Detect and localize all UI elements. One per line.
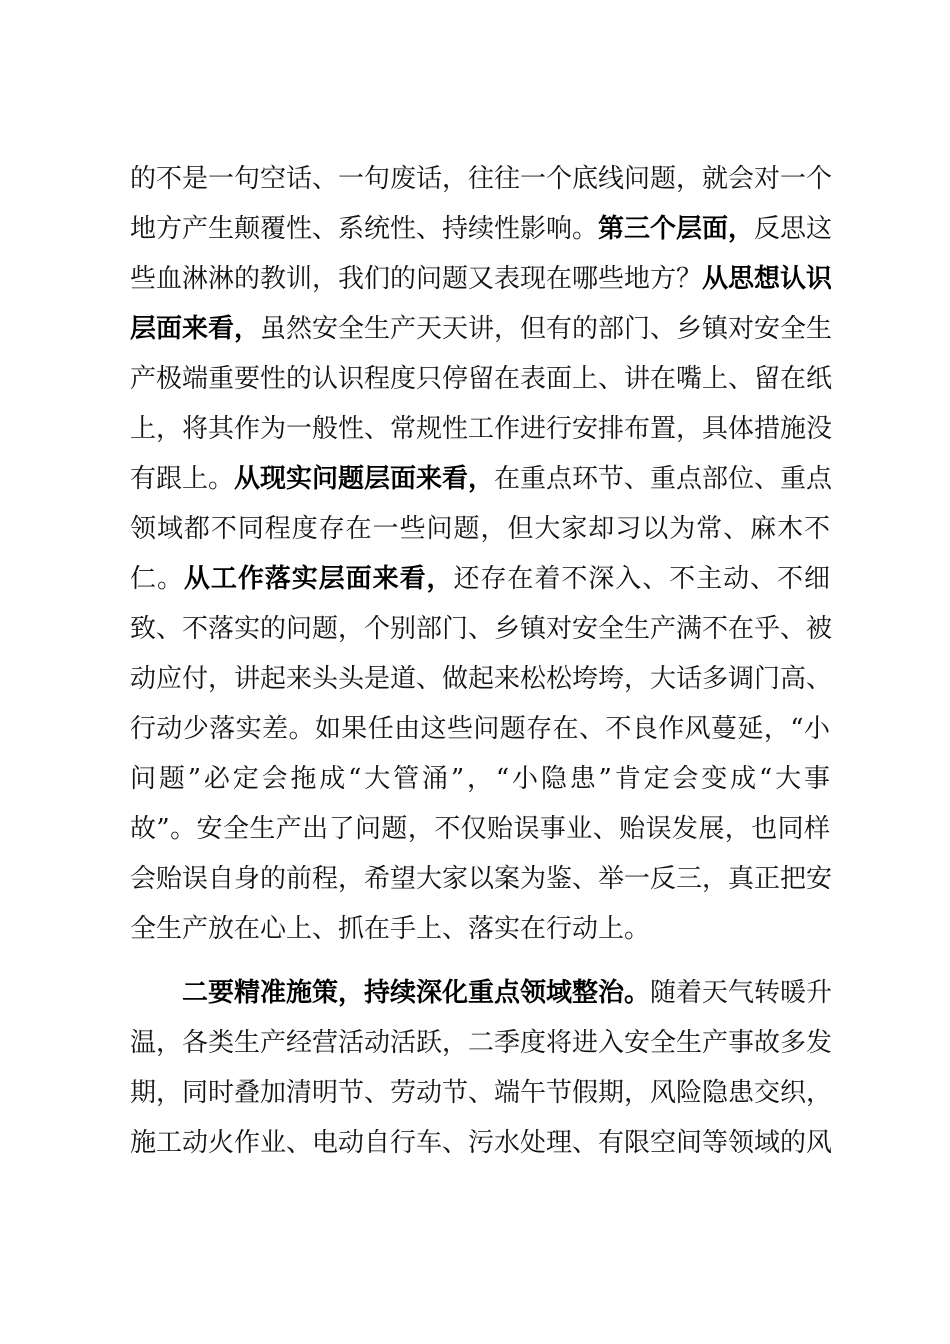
text-line-2 [130, 204, 833, 254]
text-line-17 [182, 968, 833, 1018]
text-line-18 [130, 1018, 833, 1068]
text-line-15 [130, 854, 833, 904]
text-run: 动应付，讲起来头头是道、做起来松松垮垮，大话多调门高、 [130, 664, 833, 694]
text-line-3 [130, 254, 833, 304]
text-run: 温，各类生产经营活动活跃，二季度将进入安全生产事故多发 [130, 1028, 833, 1058]
text-line-10 [130, 604, 833, 654]
bold-heading-run: 第三个层面， [598, 214, 755, 244]
text-line-13 [130, 754, 830, 804]
text-line-16 [130, 904, 830, 954]
bold-heading-run: 从工作落实层面来看， [183, 564, 454, 594]
text-line-14 [130, 804, 830, 854]
text-run: 施工动火作业、电动自行车、污水处理、有限空间等领域的风 [130, 1128, 833, 1158]
text-line-12 [130, 704, 830, 754]
text-line-6 [130, 404, 833, 454]
text-line-9 [130, 554, 830, 604]
text-run: 虽然安全生产天天讲，但有的部门、乡镇对安全生 [260, 314, 833, 344]
text-run: 反思这 [754, 214, 833, 244]
bold-heading-run: 从现实问题层面来看， [234, 464, 495, 494]
bold-heading-run: 从思想认识 [702, 264, 833, 294]
text-line-20 [130, 1118, 833, 1168]
text-line-8 [130, 504, 830, 554]
text-run: 的不是一句空话、一句废话，往往一个底线问题，就会对一个 [130, 164, 833, 194]
text-run: 仁。 [130, 564, 184, 594]
text-line-4 [130, 304, 833, 354]
text-run: 在重点环节、重点部位、重点 [494, 464, 833, 494]
text-run: 致、不落实的问题，个别部门、乡镇对安全生产满不在乎、被 [130, 614, 833, 644]
text-run: 会贻误自身的前程，希望大家以案为鉴、举一反三，真正把安 [130, 864, 833, 894]
text-run: 上，将其作为一般性、常规性工作进行安排布置，具体措施没 [130, 414, 833, 444]
text-line-5 [130, 354, 833, 404]
text-run: 领域都不同程度存在一些问题，但大家却习以为常、麻木不 [130, 514, 830, 544]
text-run: 有跟上。 [130, 464, 235, 494]
text-run: 还存在着不深入、不主动、不细 [453, 564, 830, 594]
bold-heading-run: 层面来看， [130, 314, 261, 344]
text-line-11 [130, 654, 833, 704]
text-run: 问题”必定会拖成“大管涌”，“小隐患”肯定会变成“大事 [130, 764, 830, 794]
text-line-19 [130, 1068, 833, 1118]
text-run: 期，同时叠加清明节、劳动节、端午节假期，风险隐患交织， [130, 1078, 833, 1108]
text-line-7 [130, 454, 833, 504]
text-run: 产极端重要性的认识程度只停留在表面上、讲在嘴上、留在纸 [130, 364, 833, 394]
text-run: 随着天气转暖升 [650, 978, 833, 1008]
text-run: 故”。安全生产出了问题，不仅贻误事业、贻误发展，也同样 [130, 814, 830, 844]
text-run: 些血淋淋的教训，我们的问题又表现在哪些地方？ [130, 264, 703, 294]
text-run: 行动少落实差。如果任由这些问题存在、不良作风蔓延，“小 [130, 714, 830, 744]
text-run: 全生产放在心上、抓在手上、落实在行动上。 [130, 914, 651, 944]
text-line-1 [130, 154, 833, 204]
bold-heading-run: 二要精准施策，持续深化重点领域整治。 [182, 978, 651, 1008]
text-run: 地方产生颠覆性、系统性、持续性影响。 [130, 214, 599, 244]
